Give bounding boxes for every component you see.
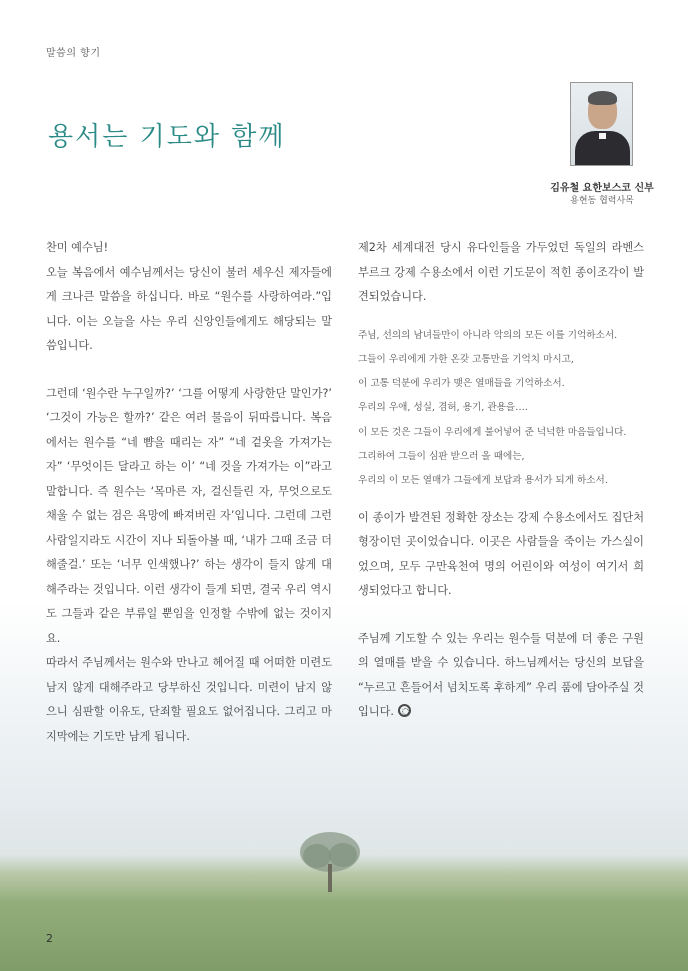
section-label: 말씀의 향기 <box>46 48 101 59</box>
paragraph: 그런데 ‘원수란 누구일까?’ ‘그를 어떻게 사랑한단 말인가?’ ‘그것이 가능은 할까?’ 같은 여러 물음이 뒤따릅니다. 복음에서는 원수를 “네 뺨을 때리는 자” “네 겉옷을 가져가는 자” ‘무엇이든 달라고 하는 이’ “네 것을 가져가는 이”라고 말합니다. 즉 원수는 ‘목마른 자, 걸신들린 자, 무엇으로도 채울 수 없는 검은 욕망에 빠져버린 자’입니다. 그런데 그런 사람일지라도 시간이 지나 되돌아볼 때, ‘내가 그때 조금 더 해줄걸.’ 또는 ‘너무 인색했나?’ 하는 생각이 들지 않게 대해주라는 것입니다. 이런 생각이 들게 되면, 결국 우리 역시도 그들과 같은 부류일 뿐임을 인정할 수밖에 없는 것이지요. <box>46 386 332 645</box>
end-mark-icon <box>398 704 411 717</box>
author-name: 김유철 요한보스코 신부 <box>550 183 654 194</box>
right-column <box>358 236 644 725</box>
paragraph: 제2차 세계대전 당시 유다인들을 가두었던 독일의 라벤스부르크 강제 수용소에서 이런 기도문이 적힌 종이조각이 발견되었습니다. <box>358 241 644 303</box>
paragraph <box>358 627 644 725</box>
prayer-text <box>358 324 644 494</box>
page-title: 용서는 기도와 함께 <box>48 122 286 152</box>
page-number: 2 <box>46 932 53 945</box>
prayer-line: 우리의 이 모든 열매가 그들에게 보답과 용서가 되게 하소서. <box>358 475 608 487</box>
author-role: 용현동 협력사목 <box>570 196 634 206</box>
paragraph-text: 주님께 기도할 수 있는 우리는 원수들 덕분에 더 좋은 구원의 열매를 받을 수 있습니다. 하느님께서는 당신의 보답을 “누르고 흔들어서 넘치도록 후하게” 우리 품에 담아주실 것입니다. <box>358 631 644 719</box>
paragraph: 찬미 예수님! <box>46 241 109 254</box>
author-photo <box>570 82 633 166</box>
left-column <box>46 236 332 749</box>
paragraph: 이 종이가 발견된 정확한 장소는 강제 수용소에서도 집단처형장이던 곳이었습니다. 이곳은 사람들을 죽이는 가스실이었으며, 모두 구만육천여 명의 어린이와 여성이 여기서 희생되었다고 합니다. <box>358 510 644 598</box>
tree-illustration <box>295 828 365 893</box>
paragraph: 따라서 주님께서는 원수와 만나고 헤어질 때 어떠한 미련도 남지 않게 대해주라고 당부하신 것입니다. 미련이 남지 않으니 심판할 이유도, 단죄할 필요도 없어집니다. 그리고 마지막에는 기도만 남게 됩니다. <box>46 656 332 743</box>
prayer-line: 우리의 우애, 성실, 겸허, 용기, 관용을…. <box>358 402 528 414</box>
prayer-line: 그리하여 그들이 심판 받으러 올 때에는, <box>358 450 525 462</box>
paragraph: 오늘 복음에서 예수님께서는 당신이 불러 세우신 제자들에게 크나큰 말씀을 하십니다. 바로 “원수를 사랑하여라.”입니다. 이는 오늘을 사는 우리 신앙인들에게도 해당되는 말씀입니다. <box>46 265 332 352</box>
prayer-line: 그들이 우리에게 가한 온갖 고통만을 기억치 마시고, <box>358 353 574 365</box>
prayer-line: 이 고통 덕분에 우리가 맺은 열매들을 기억하소서. <box>358 378 565 390</box>
prayer-line: 주님, 선의의 남녀들만이 아니라 악의의 모든 이를 기억하소서. <box>358 329 618 341</box>
prayer-line: 이 모든 것은 그들이 우리에게 불어넣어 준 넉넉한 마음들입니다. <box>358 426 627 438</box>
